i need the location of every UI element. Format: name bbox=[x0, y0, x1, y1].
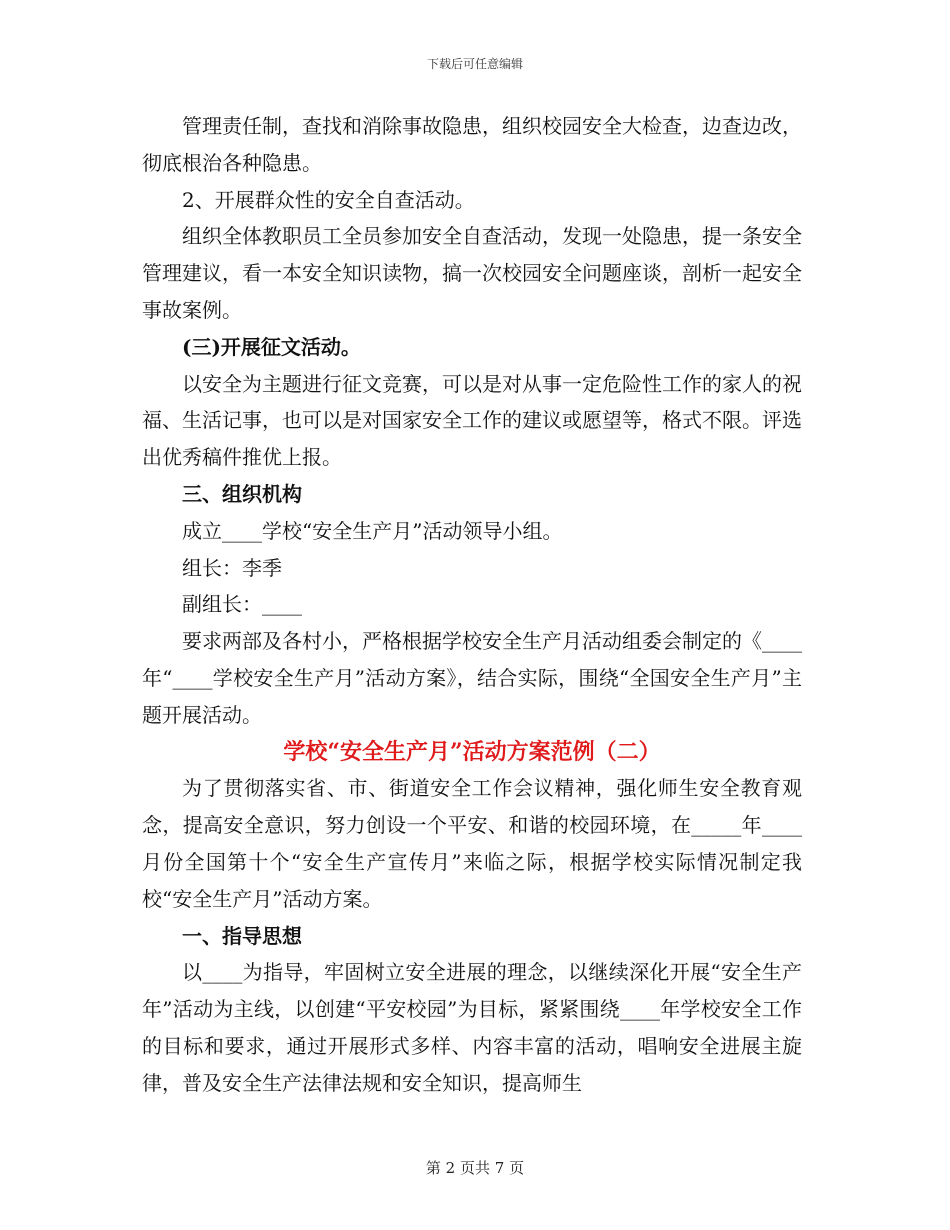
paragraph-leader: 组长：李季 bbox=[182, 555, 282, 580]
section-heading-guiding-thought: 一、指导思想 bbox=[182, 923, 302, 948]
page-footer: 第 2 页共 7 页 bbox=[425, 1159, 525, 1177]
document-body bbox=[142, 108, 802, 1102]
paragraph-12: 为了贯彻落实省、市、街道安全工作会议精神，强化师生安全教育观念，提高安全意识，努力创设一个平安、和谐的校园环境，在_____年____月份全国第十个“安全生产宣传月”来临之际，根据学校实际情况制定我校“安全生产月”活动方案。 bbox=[142, 776, 802, 911]
paragraph-10: 要求两部及各村小，严格根据学校安全生产月活动组委会制定的《____年“____学校安全生产月”活动方案》，结合实际，围绕“全国安全生产月”主题开展活动。 bbox=[142, 629, 802, 727]
page-header: 下载后可任意编辑 bbox=[426, 57, 523, 71]
document-title: 学校“安全生产月”活动方案范例（二） bbox=[283, 738, 661, 765]
section-heading-3: (三)开展征文活动。 bbox=[182, 334, 361, 359]
paragraph-2: 2、开展群众性的安全自查活动。 bbox=[182, 187, 475, 212]
paragraph-vice-leader: 副组长：____ bbox=[182, 592, 302, 617]
paragraph-5: 以安全为主题进行征文竞赛，可以是对从事一定危险性工作的家人的祝福、生活记事，也可以是对国家安全工作的建议或愿望等，格式不限。评选出优秀稿件推优上报。 bbox=[142, 371, 802, 470]
section-heading-organization: 三、组织机构 bbox=[182, 481, 302, 506]
paragraph-7: 成立____学校“安全生产月”活动领导小组。 bbox=[182, 518, 563, 543]
paragraph-1: 管理责任制，查找和消除事故隐患，组织校园安全大检查，边查边改，彻底根治各种隐患。 bbox=[142, 114, 802, 175]
paragraph-14: 以____为指导，牢固树立安全进展的理念，以继续深化开展“安全生产年”活动为主线，以创建“平安校园”为目标，紧紧围绕____年学校安全工作的目标和要求，通过开展形式多样、内容丰富的活动，唱响安全进展主旋律，普及安全生产法律法规和安全知识，提高师生 bbox=[142, 960, 802, 1095]
paragraph-3: 组织全体教职员工全员参加安全自查活动，发现一处隐患，提一条安全管理建议，看一本安全知识读物，搞一次校园安全问题座谈，剖析一起安全事故案例。 bbox=[142, 224, 802, 322]
